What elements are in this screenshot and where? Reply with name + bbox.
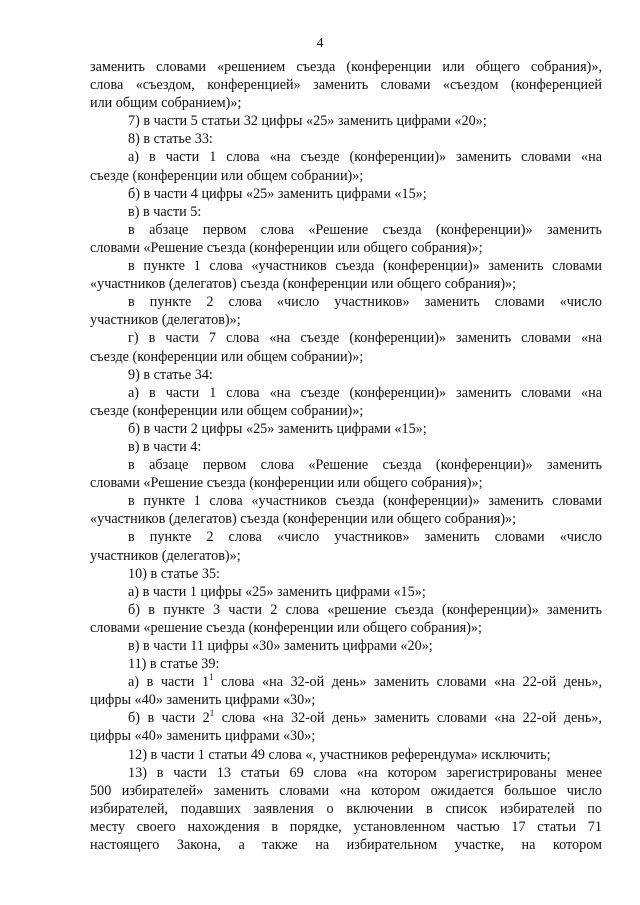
page-number: 4 (316, 36, 324, 51)
superscript: 1 (209, 672, 214, 683)
text-line: съезде (конференции или общем собрании)»; (90, 167, 364, 184)
text-line: словами «Решение съезда (конференции или общего собрания)»; (90, 239, 483, 256)
text-line: или общим собранием)»; (90, 95, 242, 112)
text-line: избирателей, подавших заявления о включении в список избирателей по (90, 800, 602, 817)
text-line: в пункте 2 слова «число участников» заменить словами «число (128, 294, 602, 311)
text-line: в абзаце первом слова «Решение съезда (конференции)» заменить (128, 457, 602, 474)
text-line: 12) в части 1 статьи 49 слова «, участников референдума» исключить; (128, 746, 551, 763)
text-line: г) в части 7 слова «на съезде (конференции)» заменить словами «на (128, 330, 602, 347)
text-line: «участников (делегатов) съезда (конференции или общего собрания)»; (90, 511, 517, 528)
text-segment: а) в части 1 (128, 674, 210, 691)
text-line (90, 673, 602, 691)
text-line: настоящего Закона, а также на избирательном участке, на котором (90, 837, 602, 854)
text-line: заменить словами «решением съезда (конференции или общего собрания)», (90, 59, 602, 75)
text-line: съезде (конференции или общем собрании)»; (90, 402, 364, 419)
text-line: съезде (конференции или общем собрании)»; (90, 348, 364, 365)
text-line: цифры «40» заменить цифрами «30»; (90, 692, 316, 709)
text-line: а) в части 1 слова «на съезде (конференции)» заменить словами «на (128, 149, 602, 166)
text-segment: слова «на 32-ой день» заменить словами «на 22-ой день», (214, 710, 602, 727)
text-line: б) в части 2 цифры «25» заменить цифрами «15»; (128, 420, 427, 437)
text-line: участников (делегатов)»; (90, 312, 241, 329)
text-line: словами «Решение съезда (конференции или общего собрания)»; (90, 475, 483, 492)
text-line: 8) в статье 33: (128, 131, 213, 148)
text-line: 11) в статье 39: (128, 656, 220, 673)
text-line: в абзаце первом слова «Решение съезда (конференции)» заменить (128, 221, 602, 238)
superscript: 1 (209, 708, 215, 719)
text-line: 500 избирателей» заменить словами «на котором ожидается большое число (90, 782, 602, 799)
text-line (90, 709, 602, 727)
text-line: словами «решение съезда (конференции или общего собрания)»; (90, 619, 482, 636)
text-line: в пункте 2 слова «число участников» заменить словами «число (128, 529, 602, 546)
text-line: 13) в части 13 статьи 69 слова «на котором зарегистрированы менее (128, 764, 602, 781)
text-line: 9) в статье 34: (128, 366, 213, 383)
text-line: в пункте 1 слова «участников съезда (конференции)» заменить словами (128, 493, 602, 510)
text-line: в пункте 1 слова «участников съезда (конференции)» заменить словами (128, 258, 602, 275)
text-line: цифры «40» заменить цифрами «30»; (90, 728, 316, 745)
text-line: в) в части 11 цифры «30» заменить цифрами «20»; (128, 638, 433, 654)
text-segment: б) в части 2 (128, 710, 210, 727)
text-line: в) в части 4: (128, 438, 202, 455)
text-line: в) в части 5: (128, 203, 202, 220)
text-line: месту своего нахождения в порядке, установленном частью 17 статьи 71 (90, 818, 602, 835)
document-body (90, 58, 602, 854)
text-line: слова «съездом, конференцией» заменить словами «съездом (конференцией (90, 77, 602, 94)
text-line: 10) в статье 35: (128, 565, 220, 582)
text-segment: слова «на 32-ой день» заменить словами «на 22-ой день», (213, 674, 602, 691)
text-line: б) в пункте 3 части 2 слова «решение съезда (конференции)» заменить (128, 601, 602, 618)
text-line: б) в части 4 цифры «25» заменить цифрами «15»; (128, 185, 427, 202)
text-line: а) в части 1 цифры «25» заменить цифрами «15»; (128, 583, 426, 600)
text-line: а) в части 1 слова «на съезде (конференции)» заменить словами «на (128, 384, 602, 401)
text-line: участников (делегатов)»; (90, 547, 241, 564)
text-line: 7) в части 5 статьи 32 цифры «25» заменить цифрами «20»; (128, 113, 487, 130)
text-line: «участников (делегатов) съезда (конференции или общего собрания)»; (90, 276, 517, 293)
